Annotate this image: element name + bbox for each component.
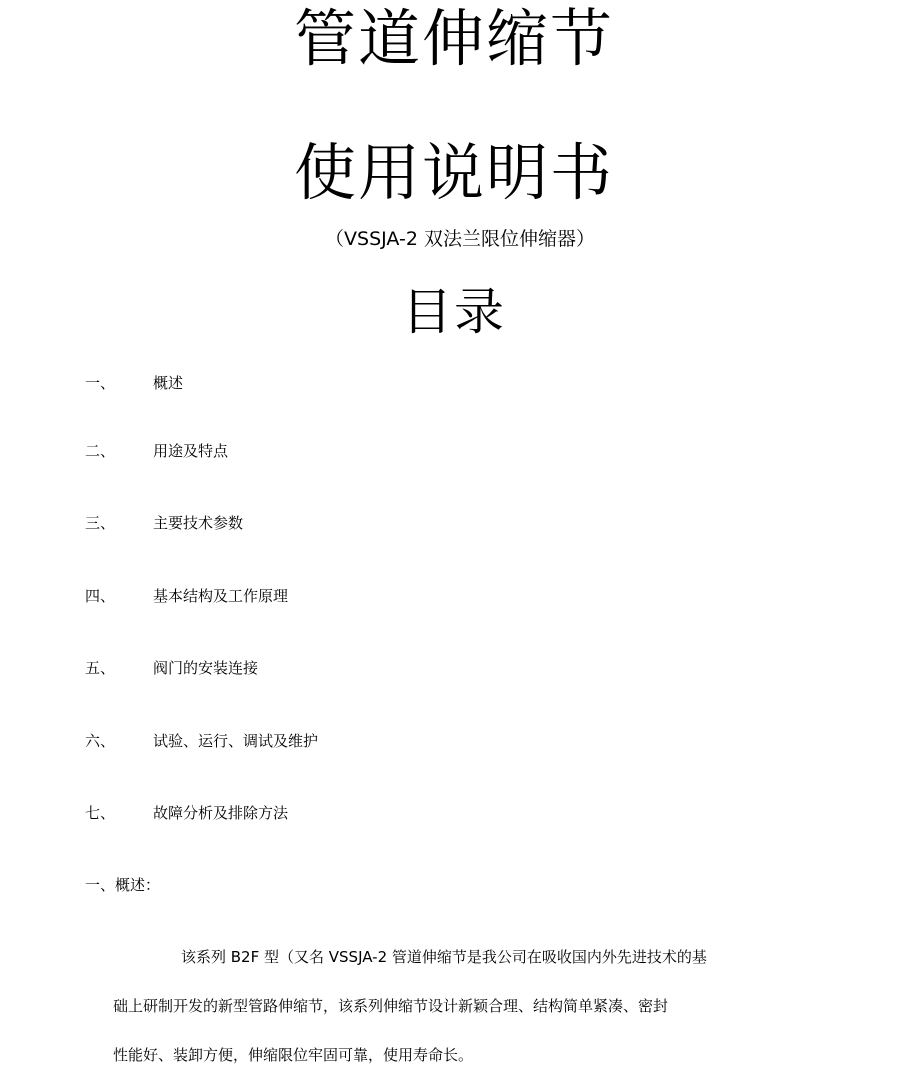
product-model: （VSSJA-2 双法兰限位伸缩器） [325, 228, 595, 250]
toc-item-label: 概述 [153, 374, 184, 392]
paragraph-line: 该系列 B2F 型（又名 VSSJA-2 管道伸缩节是我公司在吸收国内外先进技术的基 [181, 948, 707, 966]
paragraph-line: 础上研制开发的新型管路伸缩节，该系列伸缩节设计新颖合理、结构简单紧凑、密封 [113, 997, 669, 1015]
document-subtitle: 使用说明书 [293, 136, 614, 209]
toc-item-label: 试验、运行、调试及维护 [153, 732, 319, 750]
toc-item-label: 主要技术参数 [153, 514, 244, 532]
toc-item-label: 阀门的安装连接 [153, 659, 259, 677]
toc-item [85, 373, 183, 393]
toc-item-label: 用途及特点 [153, 442, 229, 460]
toc-item-number: 七、 [85, 804, 116, 822]
toc-item [85, 513, 243, 533]
toc-item-number: 一、 [85, 374, 116, 392]
toc-item-label: 故障分析及排除方法 [153, 804, 289, 822]
toc-item [85, 441, 228, 461]
toc-item-number: 二、 [85, 442, 116, 460]
toc-item-number: 五、 [85, 659, 116, 677]
document-title: 管道伸缩节 [293, 2, 614, 75]
toc-item [85, 731, 318, 751]
paragraph-line: 性能好、装卸方便，伸缩限位牢固可靠，使用寿命长。 [113, 1046, 474, 1064]
toc-item-number: 六、 [85, 732, 116, 750]
toc-heading: 目录 [402, 283, 506, 341]
toc-item-number: 三、 [85, 514, 116, 532]
toc-item [85, 803, 288, 823]
toc-item-label: 基本结构及工作原理 [153, 587, 289, 605]
toc-item [85, 586, 288, 606]
section-heading: 一、概述： [85, 876, 161, 894]
toc-item-number: 四、 [85, 587, 116, 605]
toc-item [85, 658, 258, 678]
